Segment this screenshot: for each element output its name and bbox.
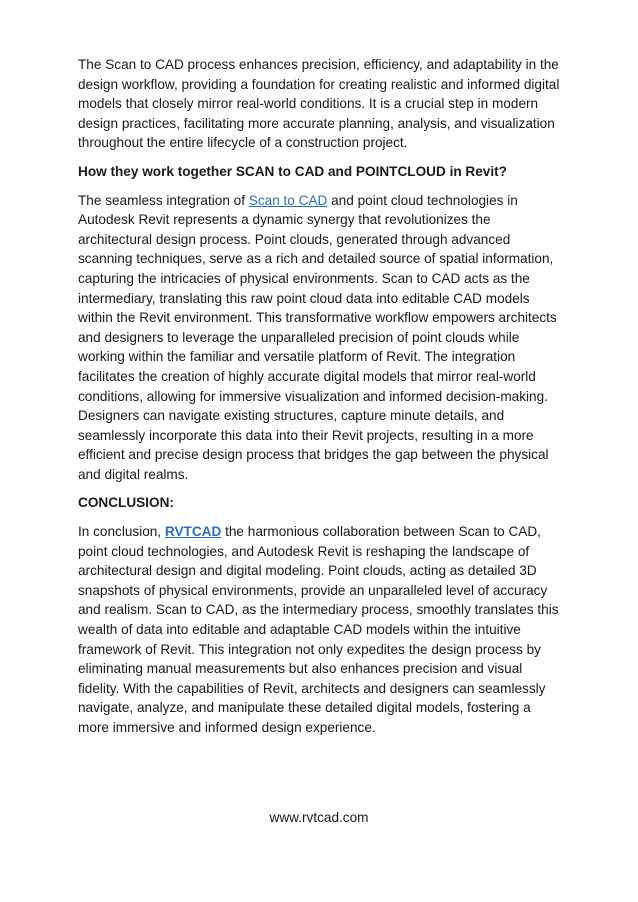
paragraph-text-lead: The seamless integration of (78, 192, 249, 208)
intro-paragraph: The Scan to CAD process enhances precision, efficiency, and adaptability in the design workflow, providing a foundation for creating realistic and informed digital models that closely mirror real-world conditions. It is a crucial step in modern design practices, facilitating more accurate planning, analysis, and visualization throughout the entire lifecycle of a construction project. (78, 57, 560, 151)
scan-to-cad-link[interactable]: Scan to CAD (248, 192, 328, 208)
section-heading-scan-to-cad: How they work together SCAN to CAD and POINTCLOUD in Revit? (78, 163, 507, 179)
paragraph-text-body: and point cloud technologies in Autodesk Revit represents a dynamic synergy that revolutionizes the architectural design process. Point clouds, generated through advanced scanning techniques, serve as a rich and detailed source of spatial information, capturing the intricacies of physical environments. Scan to CAD acts as the intermediary, translating this raw point cloud data into editable CAD models within the Revit environment. This transformative workflow empowers architects and designers to leverage the unparalleled precision of point clouds while working within the familiar and versatile platform of Revit. The integration facilitates the creation of highly accurate digital models that mirror real-world conditions, allowing for immersive visualization and informed decision-making. Designers can navigate existing structures, capture minute details, and seamlessly incorporate this data into their Revit projects, resulting in a more efficient and precise design process that bridges the gap between the physical and digital realms. (78, 192, 557, 482)
section-paragraph-integration (78, 191, 562, 485)
conclusion-text-lead: In conclusion, (78, 524, 165, 540)
footer-website: www.rvtcad.com (269, 810, 369, 825)
rvtcad-link[interactable]: RVTCAD (164, 524, 222, 540)
document-body (78, 55, 562, 747)
conclusion-heading: CONCLUSION: (78, 495, 174, 511)
conclusion-text-body: the harmonious collaboration between Scan to CAD, point cloud technologies, and Autodesk Revit is reshaping the landscape of architectural design and digital modeling. Point clouds, acting as detailed 3D snapshots of physical environments, provide an unparalleled level of accuracy and realism. Scan to CAD, as the intermediary process, smoothly translates this wealth of data into editable and adaptable CAD models within the intuitive framework of Revit. This integration not only expedites the design process by eliminating manual measurements but also enhances precision and visual fidelity. With the capabilities of Revit, architects and designers can seamlessly navigate, analyze, and manipulate these detailed digital models, fostering a more immersive and informed design experience. (78, 524, 559, 735)
conclusion-paragraph (78, 522, 562, 738)
